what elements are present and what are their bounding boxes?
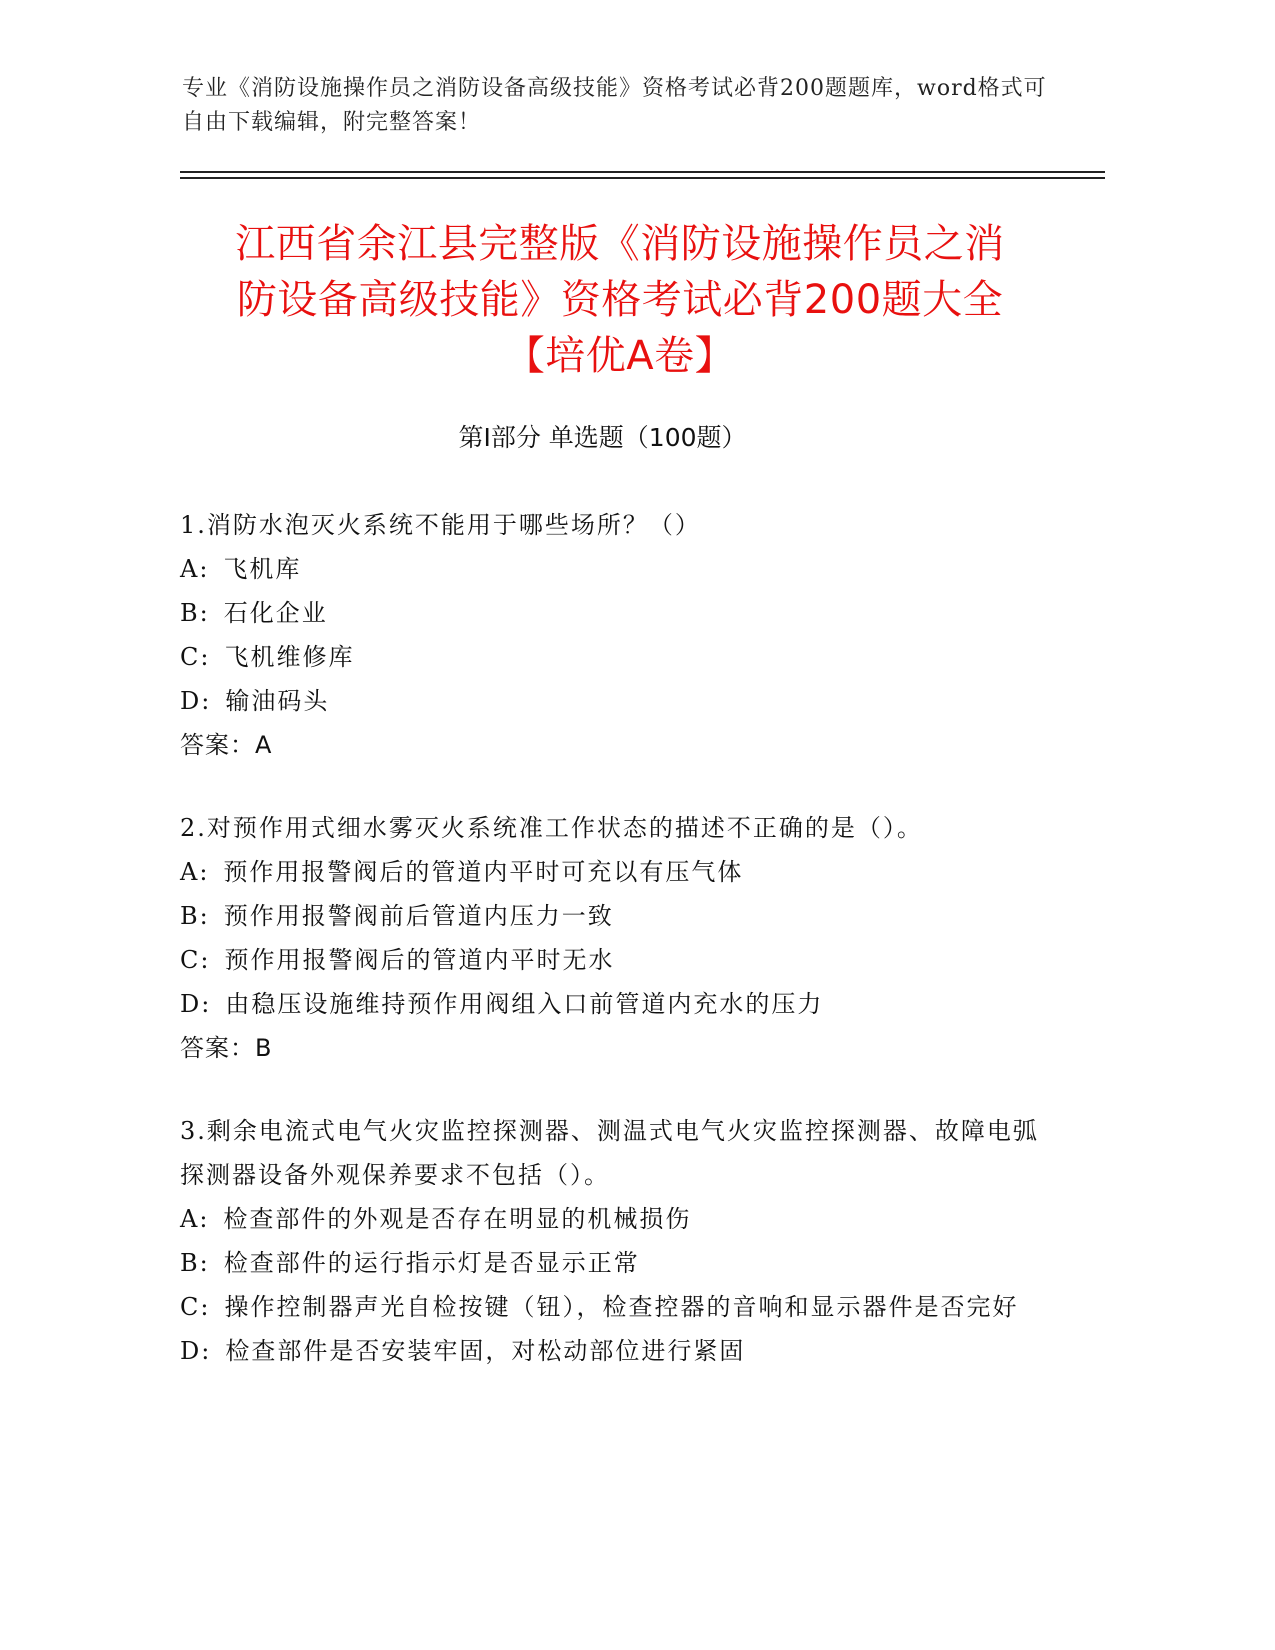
title-line-3: 【培优A卷】 — [504, 333, 736, 379]
option-text: 预作用报警阀后的管道内平时可充以有压气体 — [223, 858, 744, 886]
question-3 — [180, 1109, 1040, 1373]
option-key: A: — [180, 858, 210, 886]
option-key: D: — [180, 990, 212, 1018]
option-text: 输油码头 — [225, 687, 330, 715]
option-text: 预作用报警阀后的管道内平时无水 — [224, 946, 615, 974]
question-stem: 1.消防水泡灭火系统不能用于哪些场所？（） — [180, 511, 701, 539]
question-2 — [180, 806, 1040, 1070]
option-b — [180, 1241, 1040, 1285]
question-stem: 3.剩余电流式电气火灾监控探测器、测温式电气火灾监控探测器、故障电弧探测器设备外观保养要求不包括（）。 — [180, 1117, 1039, 1189]
option-text: 检查部件是否安装牢固，对松动部位进行紧固 — [225, 1337, 746, 1365]
question-1 — [180, 503, 1040, 767]
option-c — [180, 1285, 1040, 1329]
option-text: 石化企业 — [223, 599, 328, 627]
option-text: 由稳压设施维持预作用阀组入口前管道内充水的压力 — [225, 990, 824, 1018]
section-title: 第Ⅰ部分 单选题（100题） — [458, 423, 747, 452]
option-key: A: — [180, 555, 210, 583]
option-key: C: — [180, 946, 211, 974]
option-key: B: — [180, 599, 210, 627]
option-text: 检查部件的运行指示灯是否显示正常 — [223, 1249, 640, 1277]
question-list — [180, 503, 1040, 1412]
option-key: A: — [180, 1205, 210, 1233]
option-d — [180, 1329, 1040, 1373]
option-text: 操作控制器声光自检按键（钮），检查控器的音响和显示器件是否完好 — [224, 1293, 1019, 1321]
header-rule-top — [180, 171, 1105, 173]
option-b — [180, 591, 1040, 635]
option-c — [180, 635, 1040, 679]
title-line-2: 防设备高级技能》资格考试必背200题大全 — [236, 277, 1004, 323]
option-a — [180, 547, 1040, 591]
question-stem: 2.对预作用式细水雾灭火系统准工作状态的描述不正确的是（）。 — [180, 814, 923, 842]
option-a — [180, 850, 1040, 894]
option-key: B: — [180, 902, 210, 930]
answer-line: 答案：B — [180, 1034, 273, 1062]
option-a — [180, 1197, 1040, 1241]
header-rule-bottom — [180, 177, 1105, 179]
option-key: B: — [180, 1249, 210, 1277]
document-title — [150, 216, 1090, 384]
option-d — [180, 982, 1040, 1026]
option-text: 飞机维修库 — [224, 643, 355, 671]
option-key: D: — [180, 687, 212, 715]
option-key: C: — [180, 1293, 211, 1321]
option-d — [180, 679, 1040, 723]
option-key: C: — [180, 643, 211, 671]
option-c — [180, 938, 1040, 982]
option-text: 飞机库 — [223, 555, 302, 583]
title-line-1: 江西省余江县完整版《消防设施操作员之消 — [235, 221, 1005, 267]
answer-line: 答案：A — [180, 731, 273, 759]
option-b — [180, 894, 1040, 938]
option-text: 检查部件的外观是否存在明显的机械损伤 — [223, 1205, 692, 1233]
option-text: 预作用报警阀前后管道内压力一致 — [223, 902, 614, 930]
header-note: 专业《消防设施操作员之消防设备高级技能》资格考试必背200题题库，word格式可自由下载编辑，附完整答案！ — [182, 76, 1047, 135]
option-key: D: — [180, 1337, 212, 1365]
